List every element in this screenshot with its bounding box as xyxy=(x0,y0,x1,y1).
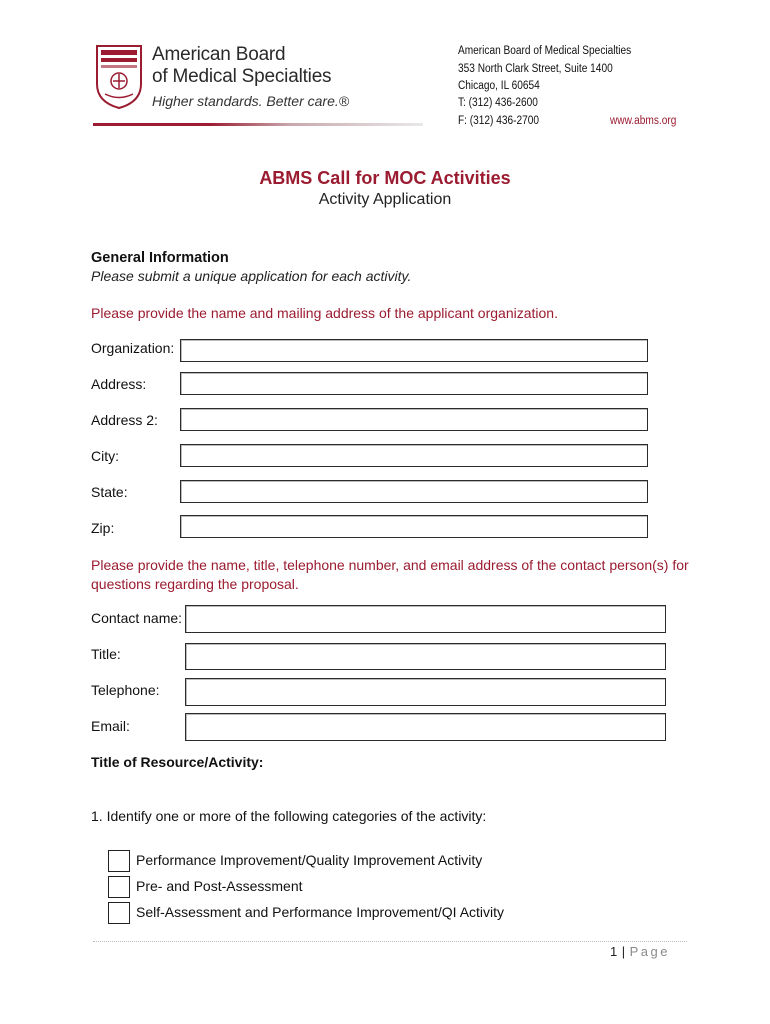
org-prompt: Please provide the name and mailing address of the applicant organization. xyxy=(91,305,558,321)
zip-field[interactable] xyxy=(180,515,648,538)
abms-seal-logo xyxy=(95,44,143,110)
org-name-line2: of Medical Specialties xyxy=(152,66,332,87)
page-number: 1 | Page xyxy=(610,944,670,959)
address-line: Chicago, IL 60654 xyxy=(458,80,540,92)
section-heading: General Information xyxy=(91,250,229,266)
contact-name-label: Contact name: xyxy=(91,610,183,626)
address-line: American Board of Medical Specialties xyxy=(458,45,632,57)
org-name-line1: American Board xyxy=(152,44,286,65)
phone-line: T: (312) 436-2600 xyxy=(458,97,538,109)
email-label: Email: xyxy=(91,718,130,734)
checkbox-label: Performance Improvement/Quality Improvement Activity xyxy=(136,852,483,868)
page-title: ABMS Call for MOC Activities xyxy=(259,168,511,188)
title-field[interactable] xyxy=(185,643,666,670)
state-label: State: xyxy=(91,484,128,500)
zip-label: Zip: xyxy=(91,520,115,536)
website-link[interactable]: www.abms.org xyxy=(610,115,677,127)
address-field[interactable] xyxy=(180,372,648,395)
email-field[interactable] xyxy=(185,713,666,741)
header-rule xyxy=(93,123,423,126)
general-note: Please submit a unique application for each activity. xyxy=(91,268,412,284)
contact-name-field[interactable] xyxy=(185,605,666,633)
contact-prompt: Please provide the name, title, telephone number, and email address of the contact person(s) for questions regarding the proposal. xyxy=(91,557,689,592)
telephone-field[interactable] xyxy=(185,678,666,706)
checkbox-self-assessment[interactable] xyxy=(108,902,130,924)
state-field[interactable] xyxy=(180,480,648,503)
checkbox-qi-activity[interactable] xyxy=(108,850,130,872)
checkbox-label: Pre- and Post-Assessment xyxy=(136,878,303,894)
address-line: 353 North Clark Street, Suite 1400 xyxy=(458,63,613,75)
checkbox-label: Self-Assessment and Performance Improvement/QI Activity xyxy=(136,904,505,920)
question-1: 1. Identify one or more of the following categories of the activity: xyxy=(91,808,487,824)
resource-title-label: Title of Resource/Activity: xyxy=(91,754,264,770)
fax-line: F: (312) 436-2700 xyxy=(458,115,540,127)
organization-field[interactable] xyxy=(180,339,648,362)
page-word: Page xyxy=(629,944,670,959)
organization-label: Organization: xyxy=(91,340,175,356)
address2-field[interactable] xyxy=(180,408,648,431)
city-field[interactable] xyxy=(180,444,648,467)
footer-rule xyxy=(93,941,687,942)
checkbox-pre-post-assessment[interactable] xyxy=(108,876,130,898)
address-label: Address: xyxy=(91,376,147,392)
title-label: Title: xyxy=(91,646,121,662)
tagline: Higher standards. Better care.® xyxy=(152,93,350,109)
page-number-value: 1 xyxy=(610,944,618,959)
address2-label: Address 2: xyxy=(91,412,158,428)
city-label: City: xyxy=(91,448,119,464)
telephone-label: Telephone: xyxy=(91,682,160,698)
page-subtitle: Activity Application xyxy=(318,191,452,208)
